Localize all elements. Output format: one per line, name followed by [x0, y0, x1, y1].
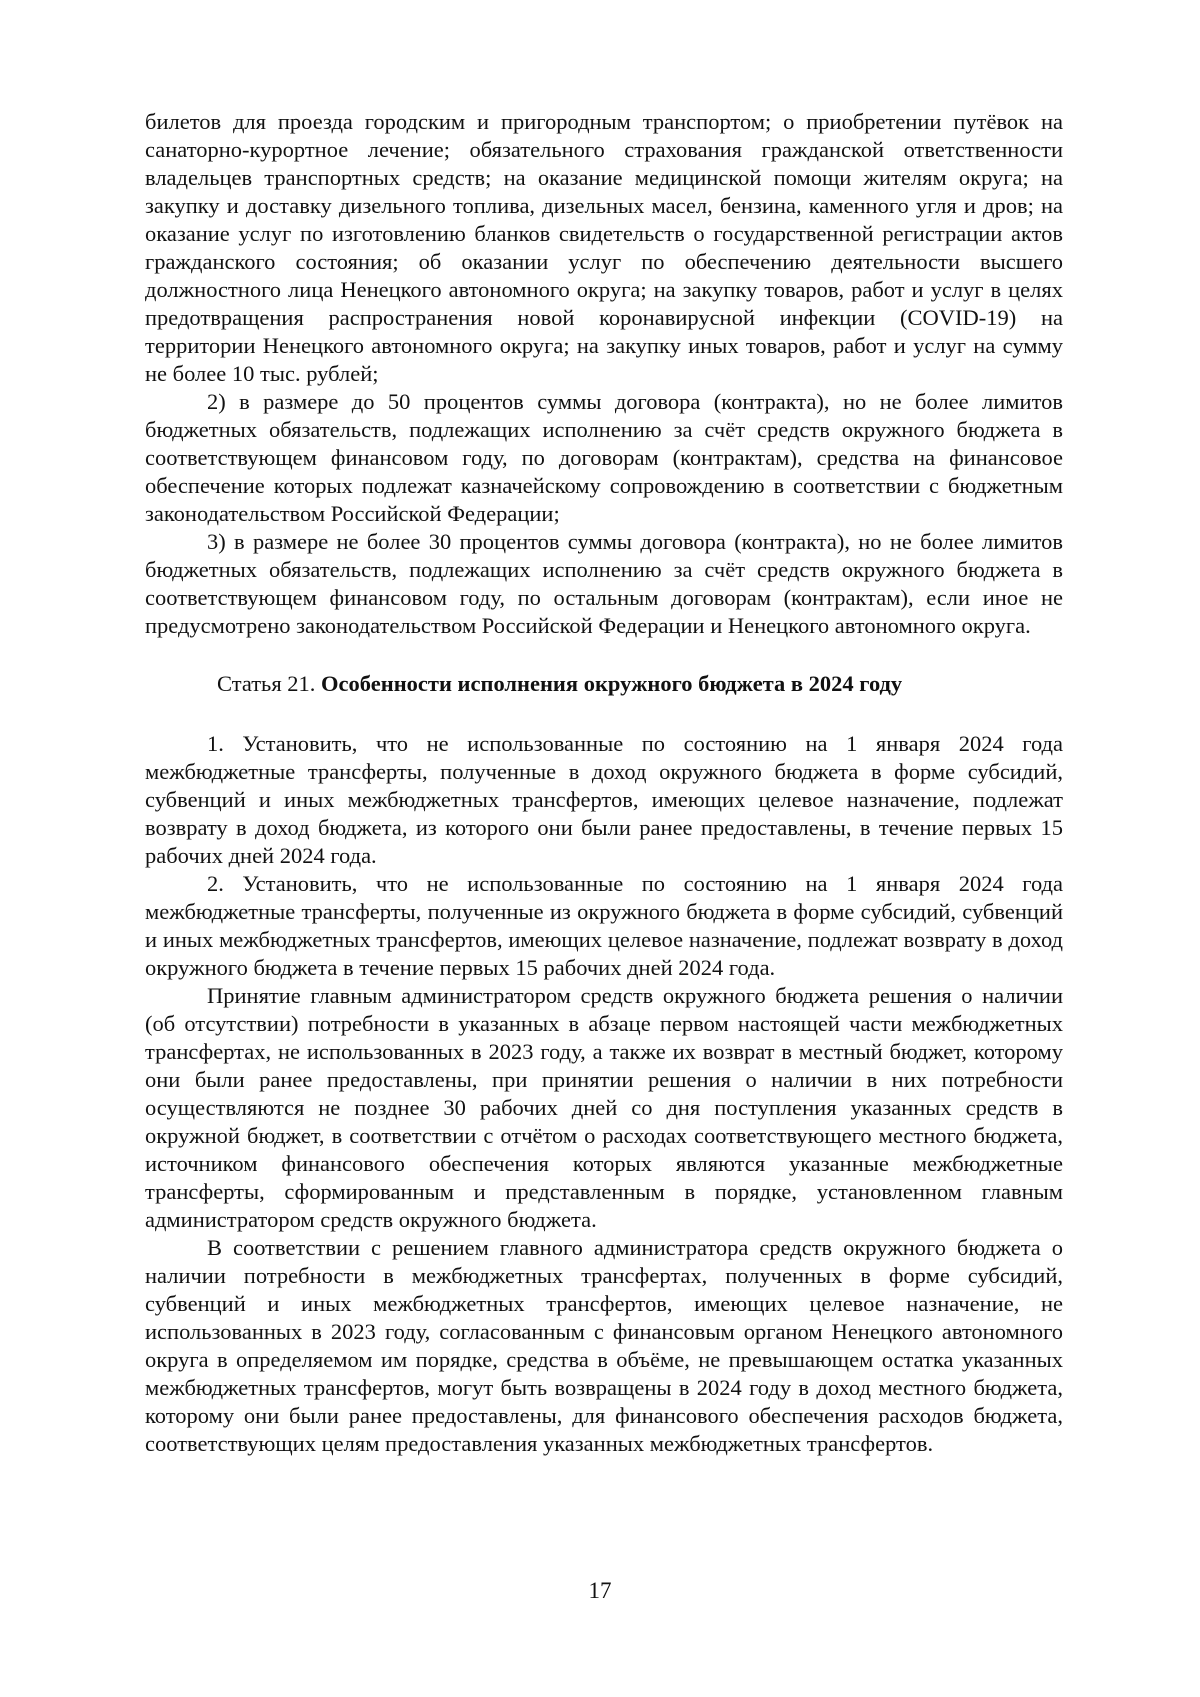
paragraph-part-1: 1. Установить, что не использованные по состоянию на 1 января 2024 года межбюджетные трансферты, полученные в доход окружного бюджета в форме субсидий, субвенций и иных межбюджетных трансфертов, имеющих целевое назначение, подлежат возврату в доход бюджета, из которого они были ранее предоставлены, в течение первых 15 рабочих дней 2024 года.	[145, 731, 1063, 868]
article-title: Особенности исполнения окружного бюджета в 2024 году	[321, 671, 903, 696]
paragraph-item-3: 3) в размере не более 30 процентов суммы договора (контракта), но не более лимитов бюджетных обязательств, подлежащих исполнению за счёт средств окружного бюджета в соответствующем финансовом году, по остальным договорам (контрактам), если иное не предусмотрено законодательством Российской Федерации и Ненецкого автономного округа.	[145, 529, 1063, 638]
paragraph-part-2-decision: Принятие главным администратором средств окружного бюджета решения о наличии (об отсутствии) потребности в указанных в абзаце первом настоящей части межбюджетных трансфертах, не использованных в 2023 году, а также их возврат в местный бюджет, которому они были ранее предоставлены, при принятии решения о наличии в них потребности осуществляются не позднее 30 рабочих дней со дня поступления указанных средств в окружной бюджет, в соответствии с отчётом о расходах соответствующего местного бюджета, источником финансового обеспечения которых являются указанные межбюджетные трансферты, сформированным и представленным в порядке, установленном главным администратором средств окружного бюджета.	[145, 983, 1063, 1232]
paragraph-part-2-return: В соответствии с решением главного администратора средств окружного бюджета о наличии потребности в межбюджетных трансфертах, полученных в форме субсидий, субвенций и иных межбюджетных трансфертов, имеющих целевое назначение, не использованных в 2023 году, согласованным с финансовым органом Ненецкого автономного округа в определяемом им порядке, средства в объёме, не превышающем остатка указанных межбюджетных трансфертов, могут быть возвращены в 2024 году в доход местного бюджета, которому они были ранее предоставлены, для финансового обеспечения расходов бюджета, соответствующих целям предоставления указанных межбюджетных трансфертов.	[145, 1235, 1063, 1456]
article-heading	[145, 670, 1063, 698]
document-body	[145, 108, 1063, 1458]
page-number: 17	[588, 1578, 612, 1603]
paragraph-continuation: билетов для проезда городским и пригородным транспортом; о приобретении путёвок на санаторно-курортное лечение; обязательного страхования гражданской ответственности владельцев транспортных средств; на оказание медицинской помощи жителям округа; на закупку и доставку дизельного топлива, дизельных масел, бензина, каменного угля и дров; на оказание услуг по изготовлению бланков свидетельств о государственной регистрации актов гражданского состояния; об оказании услуг по обеспечению деятельности высшего должностного лица Ненецкого автономного округа; на закупку товаров, работ и услуг в целях предотвращения распространения новой коронавирусной инфекции (COVID-19) на территории Ненецкого автономного округа; на закупку иных товаров, работ и услуг на сумму не более 10 тыс. рублей;	[145, 109, 1063, 386]
article-number: Статья 21.	[217, 671, 316, 696]
paragraph-part-2: 2. Установить, что не использованные по состоянию на 1 января 2024 года межбюджетные трансферты, полученные из окружного бюджета в форме субсидий, субвенций и иных межбюджетных трансфертов, имеющих целевое назначение, подлежат возврату в доход окружного бюджета в течение первых 15 рабочих дней 2024 года.	[145, 871, 1063, 980]
paragraph-item-2: 2) в размере до 50 процентов суммы договора (контракта), но не более лимитов бюджетных обязательств, подлежащих исполнению за счёт средств окружного бюджета в соответствующем финансовом году, по договорам (контрактам), средства на финансовое обеспечение которых подлежат казначейскому сопровождению в соответствии с бюджетным законодательством Российской Федерации;	[145, 389, 1063, 526]
